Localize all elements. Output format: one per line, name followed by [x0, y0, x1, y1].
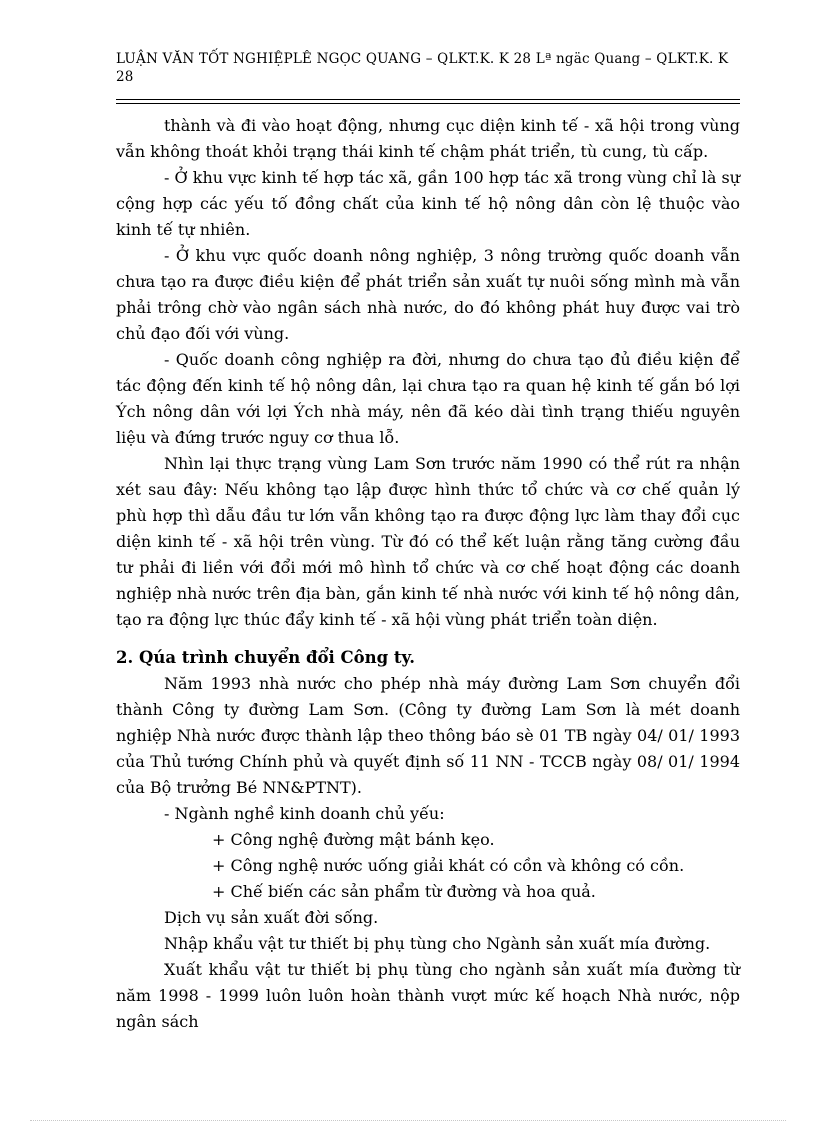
list-heading: - Ngành nghề kinh doanh chủ yếu:	[164, 804, 445, 823]
paragraph: - Quốc doanh công nghiệp ra đời, nhưng do chưa tạo đủ điều kiện để tác động đến kinh tế hộ nông dân, lại chưa tạo ra quan hệ kinh tế gắn bó lợi Ých nông dân với lợi Ých nhà máy, nên đã kéo dài tình trạng thiếu nguyên liệu và đứng trước nguy cơ thua lỗ.	[116, 350, 740, 447]
page-header: LUẬN VĂN TỐT NGHIỆPLÊ NGỌC QUANG – QLKT.K. K 28 Lª ngäc Quang – QLKT.K. K 28	[116, 51, 729, 85]
paragraph: Dịch vụ sản xuất đời sống.	[164, 908, 379, 927]
paragraph: - Ở khu vực kinh tế hợp tác xã, gần 100 hợp tác xã trong vùng chỉ là sự cộng hợp các yếu tố đồng chất của kinh tế hộ nông dân còn lệ thuộc vào kinh tế tự nhiên.	[116, 168, 740, 239]
section-heading: 2. Qúa trình chuyển đổi Công ty.	[116, 648, 415, 667]
paragraph: Nhập khẩu vật tư thiết bị phụ tùng cho Ngành sản xuất mía đường.	[164, 934, 711, 953]
header-rule-bottom	[116, 103, 740, 104]
document-body	[116, 113, 740, 1035]
paragraph: - Ở khu vực quốc doanh nông nghiệp, 3 nông trường quốc doanh vẫn chưa tạo ra được điều kiện để phát triển sản xuất tự nuôi sống mình mà vẫn phải trông chờ vào ngân sách nhà nước, do đó không phát huy được vai trò chủ đạo đối với vùng.	[116, 246, 740, 343]
header-rule-top	[116, 99, 740, 100]
page-bottom-border	[30, 1120, 786, 1121]
paragraph: Năm 1993 nhà nước cho phép nhà máy đường Lam Sơn chuyển đổi thành Công ty đường Lam Sơn. (Công ty đường Lam Sơn là mét doanh nghiệp Nhà nước được thành lập theo thông báo sè 01 TB ngày 04/ 01/ 1993 của Thủ tướng Chính phủ và quyết định số 11 NN - TCCB ngày 08/ 01/ 1994 của Bộ trưởng Bé NN&PTNT).	[116, 674, 740, 797]
list-item: + Chế biến các sản phẩm từ đường và hoa quả.	[212, 882, 596, 901]
paragraph: Xuất khẩu vật tư thiết bị phụ tùng cho ngành sản xuất mía đường từ năm 1998 - 1999 luôn luôn hoàn thành vượt mức kế hoạch Nhà nước, nộp ngân sách	[116, 960, 740, 1031]
list-item: + Công nghệ nước uống giải khát có cồn và không có cồn.	[212, 856, 685, 875]
paragraph: thành và đi vào hoạt động, nhưng cục diện kinh tế - xã hội trong vùng vẫn không thoát khỏi trạng thái kinh tế chậm phát triển, tù cung, tù cấp.	[116, 116, 740, 161]
list-item: + Công nghệ đường mật bánh kẹo.	[212, 830, 495, 849]
paragraph: Nhìn lại thực trạng vùng Lam Sơn trước năm 1990 có thể rút ra nhận xét sau đây: Nếu không tạo lập được hình thức tổ chức và cơ chế quản lý phù hợp thì dẫu đầu tư lớn vẫn không tạo ra được động lực làm thay đổi cục diện kinh tế - xã hội trên vùng. Từ đó có thể kết luận rằng tăng cường đầu tư phải đi liền với đổi mới mô hình tổ chức và cơ chế hoạt động các doanh nghiệp nhà nước trên địa bàn, gắn kinh tế nhà nước với kinh tế hộ nông dân, tạo ra động lực thúc đẩy kinh tế - xã hội vùng phát triển toàn diện.	[116, 454, 740, 629]
